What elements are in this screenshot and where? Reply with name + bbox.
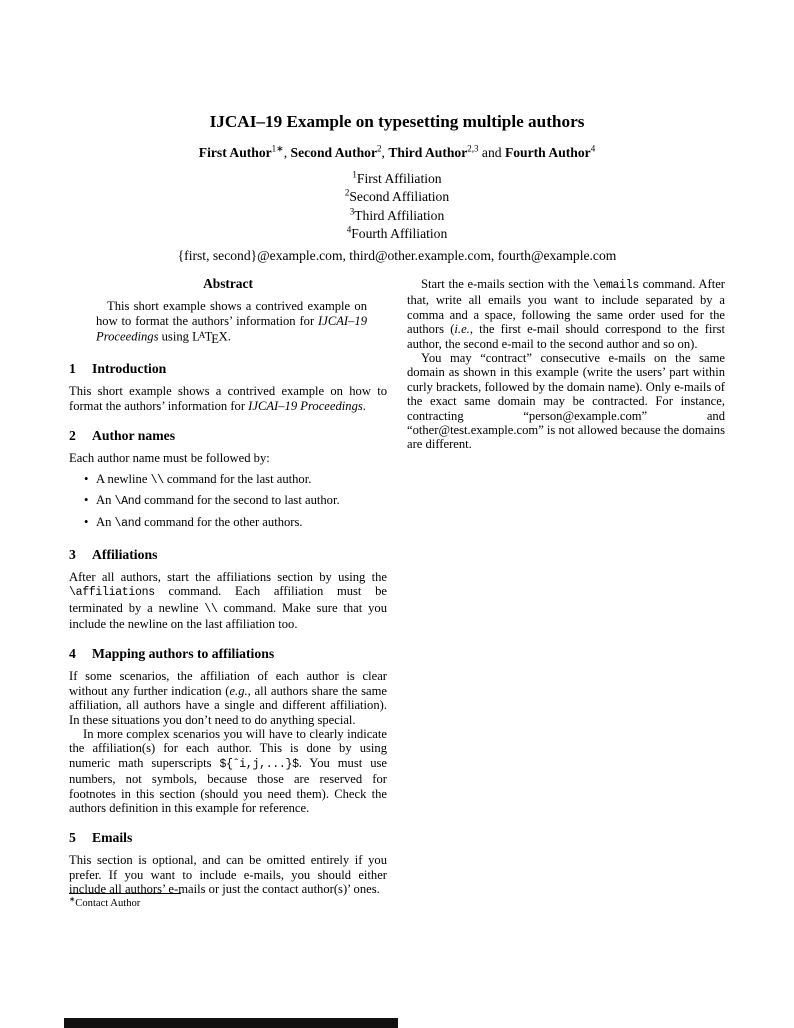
affiliation-line xyxy=(0,188,794,206)
section-1-heading xyxy=(69,361,387,377)
section-2-heading xyxy=(69,428,387,444)
abstract-heading: Abstract xyxy=(203,276,253,291)
abstract-block xyxy=(69,277,387,346)
author-separator: , xyxy=(283,145,291,160)
affiliation-line xyxy=(0,207,794,225)
list-item: • A newline \\ command for the last author. xyxy=(96,472,387,488)
author-separator: , xyxy=(381,145,389,160)
author-entry xyxy=(291,145,389,160)
section-5-heading xyxy=(69,830,387,846)
section-title: Introduction xyxy=(92,361,167,377)
section-3-heading xyxy=(69,547,387,563)
section-number: 1 xyxy=(69,361,76,377)
list-item: • An \And command for the second to last author. xyxy=(96,493,387,509)
section-title: Author names xyxy=(92,428,176,444)
right-paragraph-1: Start the e-mails section with the \emails command. After that, write all emails you want to include separated by a comma and a space, following the same order used for the authors (i.e., the first e-mail should correspond to the first author, the second e-mail to the second author and so on). xyxy=(407,277,726,351)
abstract-paragraph: This short example shows a contrived example on how to format the authors’ information for IJCAI–19 Proceedings using LATEX. xyxy=(96,299,367,346)
footnote-rule xyxy=(69,893,181,894)
section-title: Emails xyxy=(92,830,133,846)
affiliation-line xyxy=(0,170,794,188)
section-5-paragraph: This section is optional, and can be omitted entirely if you prefer. If you want to include e-mails, you should either include all authors’ e-mails or just the contact author(s)’ ones. xyxy=(69,853,387,897)
section-number: 2 xyxy=(69,428,76,444)
paper-title: IJCAI–19 Example on typesetting multiple authors xyxy=(209,112,585,131)
affiliation-name: Second Affiliation xyxy=(349,189,450,205)
author-separator: and xyxy=(478,145,505,160)
paper-header xyxy=(0,112,794,264)
section-title: Mapping authors to affiliations xyxy=(92,646,275,662)
footnote-marker: ∗ xyxy=(69,894,76,904)
author-name: Fourth Author xyxy=(504,145,591,160)
affiliation-superscript: 4 xyxy=(346,224,352,235)
affiliation-superscript: 2 xyxy=(344,187,350,198)
section-4-paragraph-1: If some scenarios, the affiliation of each author is clear without any further indication (e.g., all authors share the same affiliation, all authors have a single and different affiliation). In these situations you don’t need to do anything special. xyxy=(69,669,387,727)
author-superscript: 2 xyxy=(377,143,382,154)
author-name: Second Author xyxy=(290,145,378,160)
author-name: First Author xyxy=(198,145,272,160)
author-entry xyxy=(388,145,505,160)
section-3-paragraph: After all authors, start the affiliations section by using the \affiliations command. Each affiliation must be terminated by a newline \\ command. Make sure that you include the newline on the last affiliation too. xyxy=(69,569,388,631)
affiliation-list xyxy=(0,170,794,244)
author-name: Third Author xyxy=(388,145,468,160)
right-paragraph-2: You may “contract” consecutive e-mails on the same domain as shown in this example (write the users’ part within curly brackets, followed by the domain name). Only e-mails of the exact same domain may be contracted. For instance, contracting “person@example.com” and “other@test.example.com” is not allowed because the domains are different. xyxy=(407,351,725,452)
section-number: 3 xyxy=(69,546,76,562)
affiliation-name: Fourth Affiliation xyxy=(351,226,448,242)
affiliation-superscript: 1 xyxy=(352,169,357,180)
affiliation-name: Third Affiliation xyxy=(354,207,445,223)
author-entry xyxy=(199,145,291,160)
author-superscript: 2,3 xyxy=(467,143,479,154)
section-number: 5 xyxy=(69,830,76,846)
affiliation-superscript: 3 xyxy=(349,206,355,217)
author-superscript: 4 xyxy=(590,143,596,154)
affiliation-line xyxy=(0,225,794,243)
author-superscript: 1∗ xyxy=(271,143,284,154)
footnote-label: Contact Author xyxy=(75,898,141,909)
affiliation-name: First Affiliation xyxy=(356,171,442,186)
right-column xyxy=(407,277,725,452)
author-line xyxy=(0,145,794,161)
section-number: 4 xyxy=(69,646,76,662)
section-1-paragraph: This short example shows a contrived example on how to format the authors’ information for IJCAI–19 Proceedings. xyxy=(69,384,387,413)
left-column xyxy=(69,277,387,897)
author-entry xyxy=(505,145,595,160)
section-4-paragraph-2: In more complex scenarios you will have to clearly indicate the affiliation(s) for each author. This is done by using numeric math superscripts ${ˆi,j,...}$. You must use numbers, not symbols, because those are reserved for footnotes in this section (should you need them). Check the authors definition in this example for reference. xyxy=(69,727,387,816)
footnote xyxy=(69,893,387,909)
section-4-heading xyxy=(69,646,387,662)
section-title: Affiliations xyxy=(92,546,158,562)
footnote-text xyxy=(69,894,387,909)
email-line: {first, second}@example.com, third@other.example.com, fourth@example.com xyxy=(177,247,617,263)
section-2-intro: Each author name must be followed by: xyxy=(69,451,270,466)
author-name-rules-list xyxy=(69,472,387,532)
next-page-edge xyxy=(64,1018,398,1028)
list-item: • An \and command for the other authors. xyxy=(96,515,387,531)
